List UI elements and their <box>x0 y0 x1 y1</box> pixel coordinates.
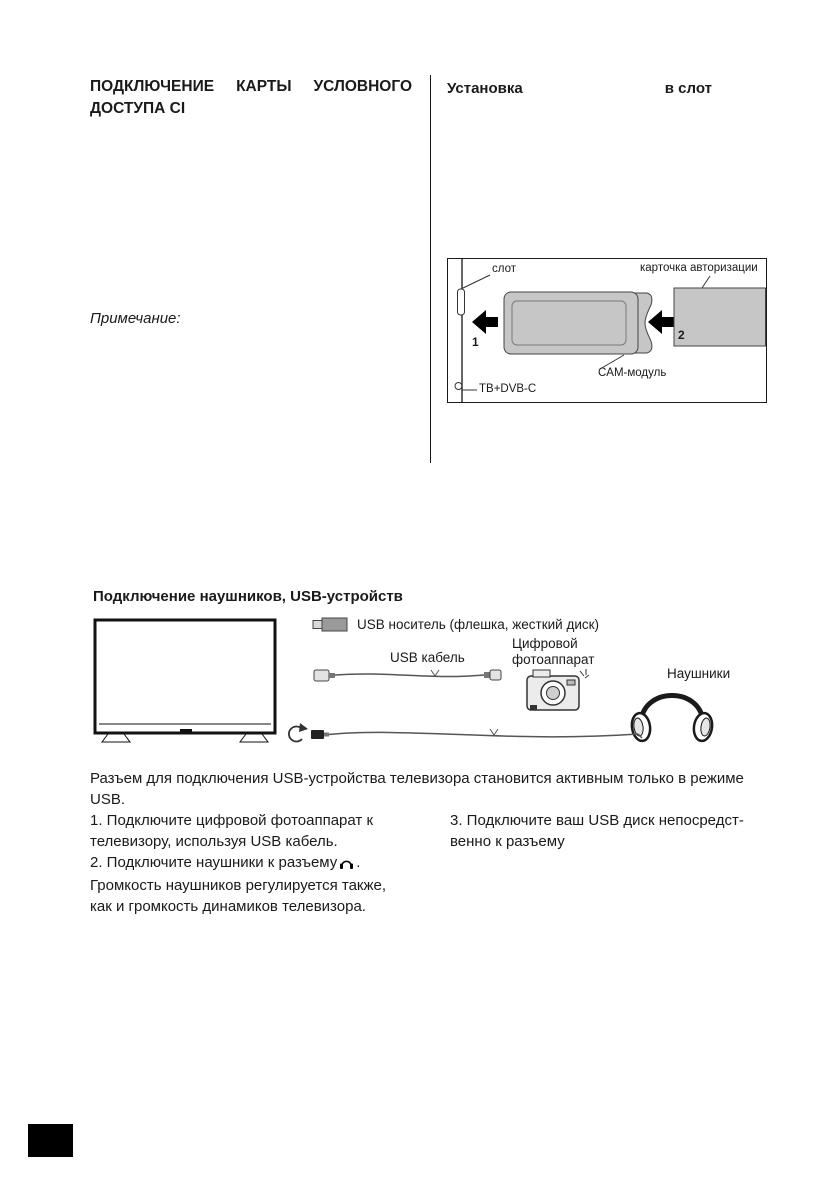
ci-heading-line1: ПОДКЛЮЧЕНИЕ КАРТЫ УСЛОВНОГО <box>90 78 412 95</box>
auth-card-label: карточка авторизации <box>640 262 758 274</box>
tv-dvbc-label: ТВ+DVB-C <box>479 383 537 395</box>
headphone-cable-shape <box>329 732 638 736</box>
step2-number: 2 <box>678 328 685 342</box>
headphones-icon <box>641 696 703 725</box>
usb-step-2-text-post: . Громкость наушников регулируется также, как и громкость динамиков телевизора. <box>90 854 387 915</box>
headphones-label: Наушники <box>667 666 731 681</box>
insert-arrow-1-icon <box>472 310 498 334</box>
cam-module-label: CAM-модуль <box>598 367 667 379</box>
usb-drive-label: USB носитель (флешка, жесткий диск) <box>357 617 600 632</box>
ci-slot-diagram-graphic <box>448 259 766 402</box>
usb-section-heading: Подключение наушников, USB-устройств <box>93 588 403 605</box>
usb-stick-icon <box>322 618 347 631</box>
note-label: Примечание: <box>90 310 181 327</box>
install-heading-right: в слот <box>664 80 712 97</box>
usb-step-3-line2: венно к разъему <box>450 833 565 850</box>
headphone-jack-icon <box>339 854 354 875</box>
usb-step-1: 1. Подключите цифровой фотоаппарат к телевизору, используя USB кабель. <box>90 812 374 850</box>
install-heading <box>447 80 712 97</box>
camera-label-line1: Цифровой <box>512 636 578 651</box>
ci-heading-line2: ДОСТУПА CI <box>90 100 186 117</box>
usb-intro-paragraph: Разъем для подключения USB-устройства телевизора становится активным только в режиме USB. <box>90 770 744 808</box>
usb-step-2-text-pre: 2. Подключите наушники к разъему <box>90 854 338 871</box>
usb-steps-left-column <box>90 810 402 917</box>
tv-shape <box>95 620 275 733</box>
install-heading-left: Установка <box>447 80 523 97</box>
ci-section-heading <box>90 76 412 120</box>
auth-card-shape <box>674 288 766 346</box>
usb-cable-label: USB кабель <box>390 650 465 665</box>
camera-label-line2: фотоаппарат <box>512 652 595 667</box>
slot-label: слот <box>492 263 516 275</box>
page-number-block <box>28 1124 73 1157</box>
insert-arrow-2-icon <box>648 310 674 334</box>
usb-step-3-line1: 3. Подключите ваш USB диск непосредст- <box>450 812 744 829</box>
usb-steps-right-column <box>450 810 770 852</box>
usb-cable-shape <box>335 674 484 677</box>
screw-icon <box>455 383 462 390</box>
step1-number: 1 <box>472 335 479 349</box>
usb-step-2 <box>90 852 402 917</box>
column-divider <box>430 75 431 463</box>
usb-connection-diagram <box>90 610 780 762</box>
ci-slot-diagram <box>447 258 767 403</box>
